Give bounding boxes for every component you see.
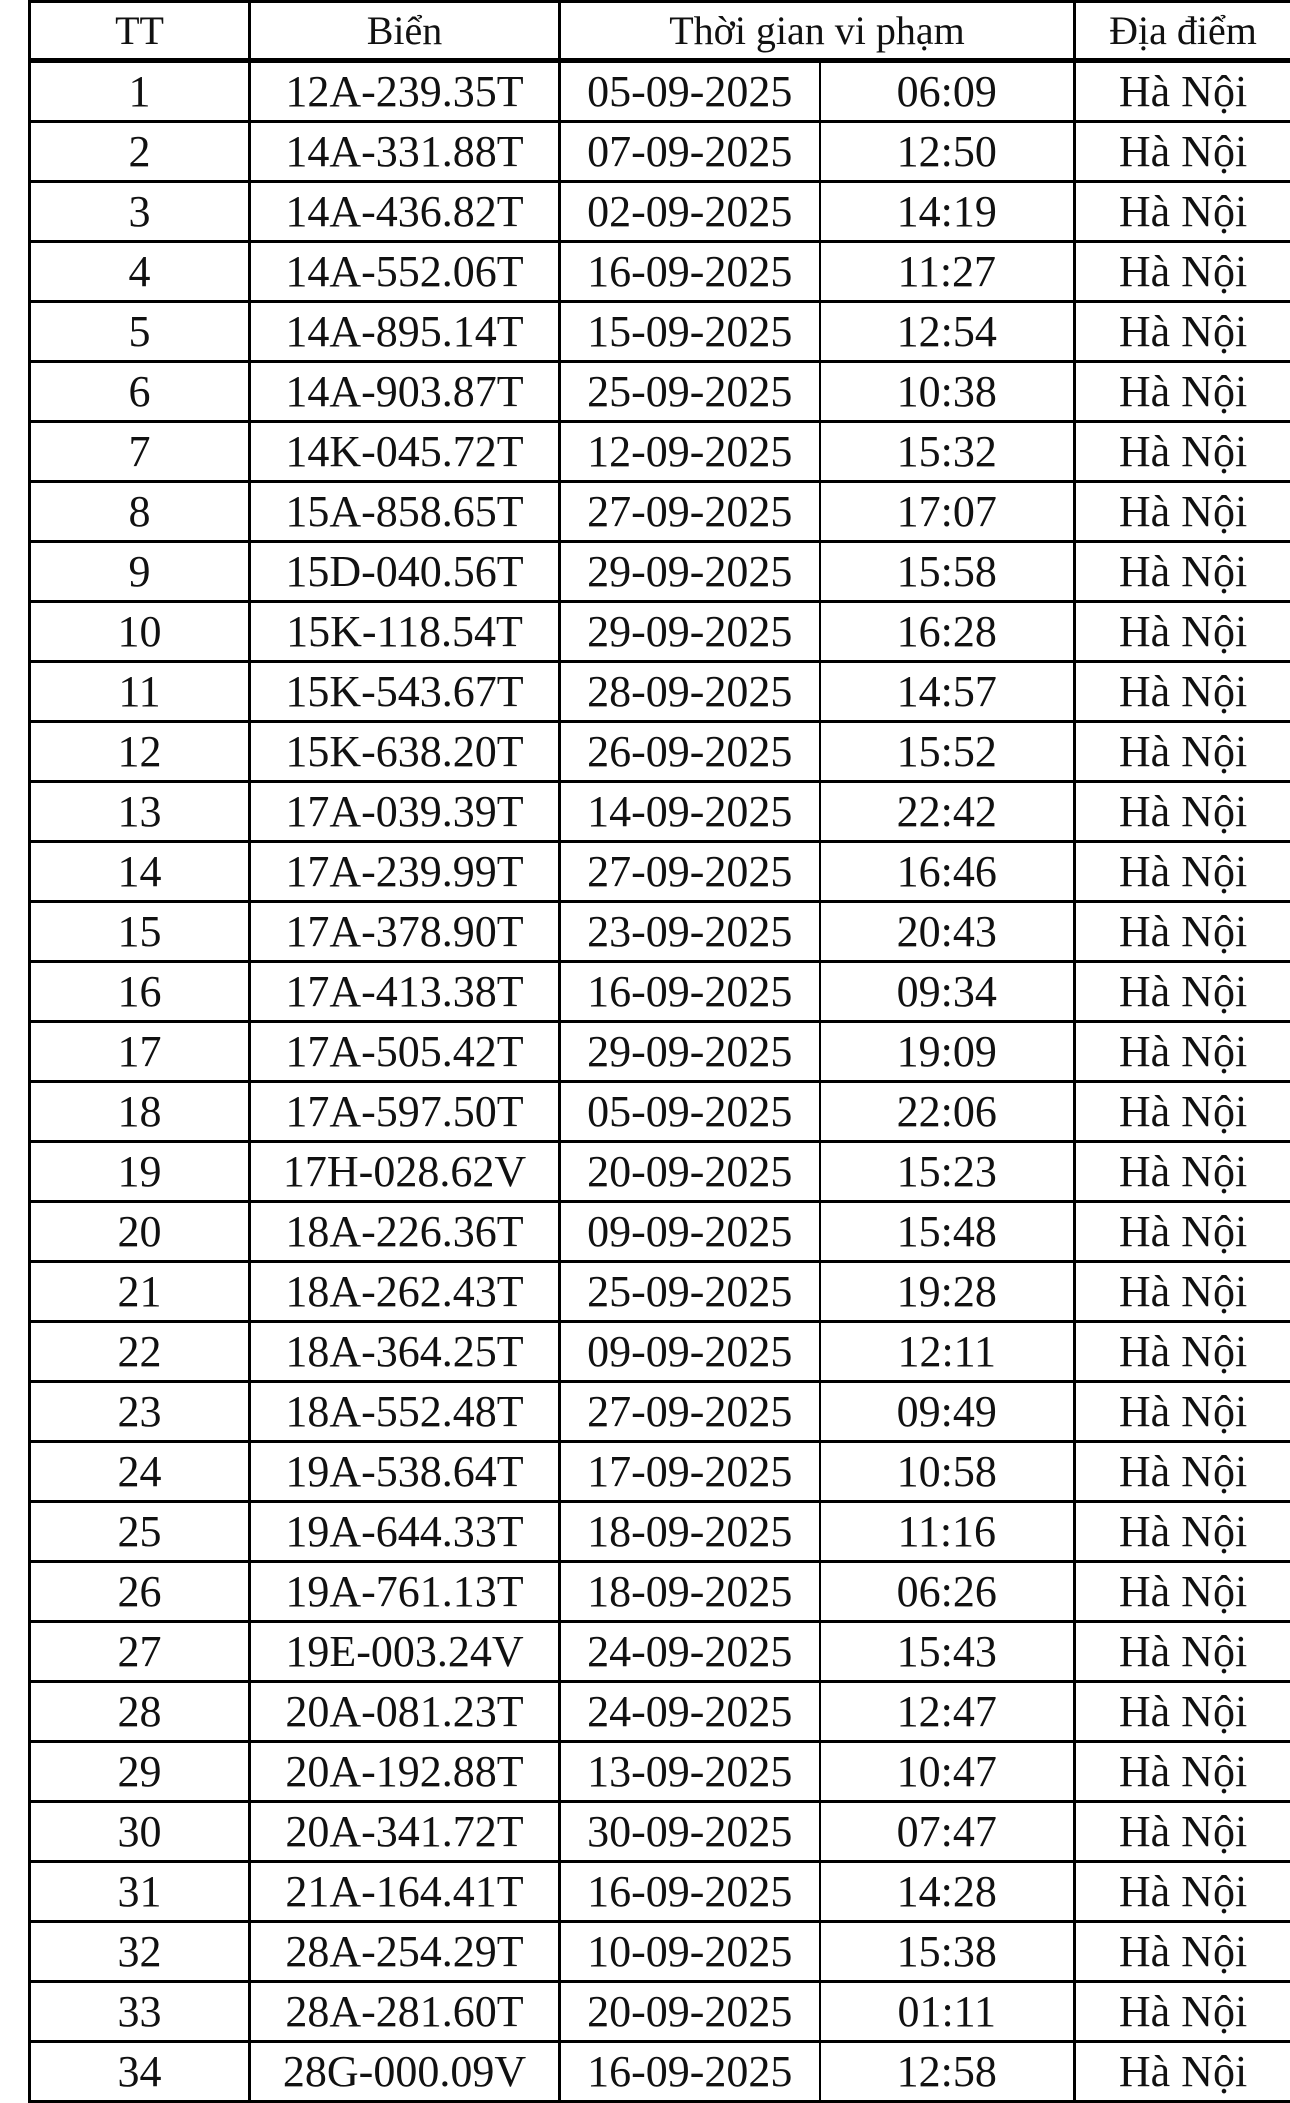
cell-tt: 15	[30, 902, 250, 962]
cell-location: Hà Nội	[1075, 1982, 1290, 2042]
cell-tt: 11	[30, 662, 250, 722]
cell-plate: 17A-039.39T	[250, 782, 560, 842]
table-row	[30, 722, 1290, 782]
cell-tt: 1	[30, 61, 250, 122]
cell-plate: 19A-644.33T	[250, 1502, 560, 1562]
violation-table	[28, 0, 1290, 2103]
header-plate: Biển	[250, 2, 560, 61]
cell-date: 15-09-2025	[560, 302, 820, 362]
cell-time: 12:50	[820, 122, 1075, 182]
table-row	[30, 962, 1290, 1022]
cell-date: 27-09-2025	[560, 842, 820, 902]
cell-date: 16-09-2025	[560, 1862, 820, 1922]
cell-time: 15:23	[820, 1142, 1075, 1202]
table-row	[30, 1922, 1290, 1982]
cell-time: 07:47	[820, 1802, 1075, 1862]
cell-location: Hà Nội	[1075, 1502, 1290, 1562]
cell-date: 09-09-2025	[560, 1322, 820, 1382]
table-row	[30, 362, 1290, 422]
cell-time: 06:26	[820, 1562, 1075, 1622]
cell-date: 17-09-2025	[560, 1442, 820, 1502]
cell-date: 18-09-2025	[560, 1502, 820, 1562]
cell-plate: 19A-761.13T	[250, 1562, 560, 1622]
cell-tt: 32	[30, 1922, 250, 1982]
cell-time: 01:11	[820, 1982, 1075, 2042]
cell-location: Hà Nội	[1075, 1622, 1290, 1682]
cell-date: 13-09-2025	[560, 1742, 820, 1802]
cell-location: Hà Nội	[1075, 182, 1290, 242]
cell-location: Hà Nội	[1075, 542, 1290, 602]
cell-date: 29-09-2025	[560, 542, 820, 602]
cell-date: 28-09-2025	[560, 662, 820, 722]
table-row	[30, 182, 1290, 242]
table-row	[30, 902, 1290, 962]
cell-plate: 17A-597.50T	[250, 1082, 560, 1142]
cell-tt: 14	[30, 842, 250, 902]
cell-time: 12:47	[820, 1682, 1075, 1742]
cell-date: 02-09-2025	[560, 182, 820, 242]
cell-date: 18-09-2025	[560, 1562, 820, 1622]
cell-date: 20-09-2025	[560, 1982, 820, 2042]
cell-location: Hà Nội	[1075, 602, 1290, 662]
table-row	[30, 1562, 1290, 1622]
table-row	[30, 1262, 1290, 1322]
cell-plate: 14K-045.72T	[250, 422, 560, 482]
cell-plate: 14A-895.14T	[250, 302, 560, 362]
cell-location: Hà Nội	[1075, 1382, 1290, 1442]
cell-location: Hà Nội	[1075, 61, 1290, 122]
cell-tt: 22	[30, 1322, 250, 1382]
cell-plate: 15D-040.56T	[250, 542, 560, 602]
table-row	[30, 1022, 1290, 1082]
cell-location: Hà Nội	[1075, 2042, 1290, 2102]
table-row	[30, 1442, 1290, 1502]
table-row	[30, 602, 1290, 662]
cell-tt: 4	[30, 242, 250, 302]
cell-date: 24-09-2025	[560, 1682, 820, 1742]
cell-time: 16:46	[820, 842, 1075, 902]
cell-plate: 15K-118.54T	[250, 602, 560, 662]
cell-time: 15:48	[820, 1202, 1075, 1262]
table-row	[30, 482, 1290, 542]
cell-tt: 17	[30, 1022, 250, 1082]
cell-tt: 30	[30, 1802, 250, 1862]
cell-plate: 15A-858.65T	[250, 482, 560, 542]
cell-plate: 18A-226.36T	[250, 1202, 560, 1262]
cell-date: 25-09-2025	[560, 362, 820, 422]
cell-time: 10:38	[820, 362, 1075, 422]
cell-time: 14:28	[820, 1862, 1075, 1922]
cell-plate: 20A-081.23T	[250, 1682, 560, 1742]
cell-date: 12-09-2025	[560, 422, 820, 482]
table-row	[30, 1862, 1290, 1922]
cell-time: 22:06	[820, 1082, 1075, 1142]
cell-time: 14:57	[820, 662, 1075, 722]
cell-plate: 14A-903.87T	[250, 362, 560, 422]
cell-date: 20-09-2025	[560, 1142, 820, 1202]
cell-tt: 12	[30, 722, 250, 782]
cell-tt: 31	[30, 1862, 250, 1922]
header-tt: TT	[30, 2, 250, 61]
cell-date: 29-09-2025	[560, 602, 820, 662]
cell-tt: 29	[30, 1742, 250, 1802]
table-row	[30, 1502, 1290, 1562]
cell-plate: 14A-436.82T	[250, 182, 560, 242]
cell-date: 25-09-2025	[560, 1262, 820, 1322]
cell-date: 05-09-2025	[560, 1082, 820, 1142]
cell-time: 15:38	[820, 1922, 1075, 1982]
cell-tt: 23	[30, 1382, 250, 1442]
table-row	[30, 542, 1290, 602]
table-row	[30, 422, 1290, 482]
cell-plate: 20A-192.88T	[250, 1742, 560, 1802]
cell-location: Hà Nội	[1075, 422, 1290, 482]
cell-location: Hà Nội	[1075, 1022, 1290, 1082]
cell-tt: 13	[30, 782, 250, 842]
table-row	[30, 122, 1290, 182]
cell-plate: 14A-331.88T	[250, 122, 560, 182]
cell-time: 15:58	[820, 542, 1075, 602]
table-row	[30, 662, 1290, 722]
header-violation-time: Thời gian vi phạm	[560, 2, 1075, 61]
cell-location: Hà Nội	[1075, 242, 1290, 302]
violation-table-container	[28, 0, 1290, 2103]
table-row	[30, 1802, 1290, 1862]
cell-time: 12:11	[820, 1322, 1075, 1382]
cell-date: 10-09-2025	[560, 1922, 820, 1982]
table-row	[30, 1622, 1290, 1682]
cell-date: 29-09-2025	[560, 1022, 820, 1082]
cell-tt: 28	[30, 1682, 250, 1742]
cell-location: Hà Nội	[1075, 842, 1290, 902]
cell-plate: 28G-000.09V	[250, 2042, 560, 2102]
cell-tt: 24	[30, 1442, 250, 1502]
cell-time: 15:43	[820, 1622, 1075, 1682]
cell-location: Hà Nội	[1075, 1202, 1290, 1262]
cell-location: Hà Nội	[1075, 302, 1290, 362]
cell-location: Hà Nội	[1075, 962, 1290, 1022]
cell-plate: 19A-538.64T	[250, 1442, 560, 1502]
cell-date: 05-09-2025	[560, 61, 820, 122]
cell-date: 27-09-2025	[560, 482, 820, 542]
table-row	[30, 1142, 1290, 1202]
cell-tt: 8	[30, 482, 250, 542]
cell-date: 16-09-2025	[560, 2042, 820, 2102]
cell-plate: 20A-341.72T	[250, 1802, 560, 1862]
cell-tt: 16	[30, 962, 250, 1022]
cell-time: 11:16	[820, 1502, 1075, 1562]
cell-time: 11:27	[820, 242, 1075, 302]
table-row	[30, 2042, 1290, 2102]
cell-plate: 17A-378.90T	[250, 902, 560, 962]
cell-tt: 9	[30, 542, 250, 602]
table-row	[30, 1202, 1290, 1262]
header-row	[30, 2, 1290, 61]
cell-plate: 19E-003.24V	[250, 1622, 560, 1682]
table-row	[30, 782, 1290, 842]
cell-time: 09:49	[820, 1382, 1075, 1442]
cell-plate: 14A-552.06T	[250, 242, 560, 302]
table-row	[30, 842, 1290, 902]
cell-plate: 17A-413.38T	[250, 962, 560, 1022]
cell-date: 26-09-2025	[560, 722, 820, 782]
cell-location: Hà Nội	[1075, 1142, 1290, 1202]
cell-tt: 6	[30, 362, 250, 422]
cell-tt: 26	[30, 1562, 250, 1622]
cell-plate: 17A-239.99T	[250, 842, 560, 902]
cell-location: Hà Nội	[1075, 782, 1290, 842]
table-row	[30, 61, 1290, 122]
cell-plate: 15K-543.67T	[250, 662, 560, 722]
cell-time: 12:58	[820, 2042, 1075, 2102]
cell-plate: 18A-262.43T	[250, 1262, 560, 1322]
table-row	[30, 1082, 1290, 1142]
cell-time: 15:52	[820, 722, 1075, 782]
cell-location: Hà Nội	[1075, 122, 1290, 182]
cell-tt: 10	[30, 602, 250, 662]
cell-time: 20:43	[820, 902, 1075, 962]
cell-plate: 12A-239.35T	[250, 61, 560, 122]
cell-plate: 18A-364.25T	[250, 1322, 560, 1382]
cell-time: 14:19	[820, 182, 1075, 242]
cell-time: 12:54	[820, 302, 1075, 362]
cell-tt: 2	[30, 122, 250, 182]
cell-location: Hà Nội	[1075, 722, 1290, 782]
cell-location: Hà Nội	[1075, 662, 1290, 722]
cell-time: 15:32	[820, 422, 1075, 482]
cell-location: Hà Nội	[1075, 1562, 1290, 1622]
cell-plate: 15K-638.20T	[250, 722, 560, 782]
table-row	[30, 1322, 1290, 1382]
cell-tt: 19	[30, 1142, 250, 1202]
table-body	[30, 61, 1290, 2102]
header-location: Địa điểm	[1075, 2, 1290, 61]
cell-time: 19:09	[820, 1022, 1075, 1082]
cell-date: 09-09-2025	[560, 1202, 820, 1262]
cell-date: 30-09-2025	[560, 1802, 820, 1862]
cell-location: Hà Nội	[1075, 1322, 1290, 1382]
cell-date: 16-09-2025	[560, 242, 820, 302]
cell-location: Hà Nội	[1075, 1802, 1290, 1862]
cell-tt: 21	[30, 1262, 250, 1322]
cell-location: Hà Nội	[1075, 1682, 1290, 1742]
cell-tt: 27	[30, 1622, 250, 1682]
cell-tt: 3	[30, 182, 250, 242]
cell-date: 23-09-2025	[560, 902, 820, 962]
cell-tt: 25	[30, 1502, 250, 1562]
table-row	[30, 302, 1290, 362]
cell-plate: 28A-254.29T	[250, 1922, 560, 1982]
cell-tt: 7	[30, 422, 250, 482]
cell-location: Hà Nội	[1075, 1262, 1290, 1322]
table-row	[30, 1682, 1290, 1742]
cell-time: 19:28	[820, 1262, 1075, 1322]
table-row	[30, 1982, 1290, 2042]
table-row	[30, 1382, 1290, 1442]
cell-tt: 18	[30, 1082, 250, 1142]
cell-date: 14-09-2025	[560, 782, 820, 842]
cell-location: Hà Nội	[1075, 1922, 1290, 1982]
cell-time: 09:34	[820, 962, 1075, 1022]
cell-time: 10:58	[820, 1442, 1075, 1502]
cell-date: 07-09-2025	[560, 122, 820, 182]
cell-plate: 21A-164.41T	[250, 1862, 560, 1922]
table-row	[30, 242, 1290, 302]
cell-plate: 18A-552.48T	[250, 1382, 560, 1442]
cell-tt: 5	[30, 302, 250, 362]
cell-time: 10:47	[820, 1742, 1075, 1802]
cell-date: 16-09-2025	[560, 962, 820, 1022]
cell-location: Hà Nội	[1075, 1082, 1290, 1142]
cell-location: Hà Nội	[1075, 1862, 1290, 1922]
cell-tt: 33	[30, 1982, 250, 2042]
cell-tt: 34	[30, 2042, 250, 2102]
cell-tt: 20	[30, 1202, 250, 1262]
cell-time: 16:28	[820, 602, 1075, 662]
cell-location: Hà Nội	[1075, 362, 1290, 422]
cell-plate: 28A-281.60T	[250, 1982, 560, 2042]
cell-location: Hà Nội	[1075, 1742, 1290, 1802]
cell-location: Hà Nội	[1075, 1442, 1290, 1502]
cell-time: 17:07	[820, 482, 1075, 542]
cell-date: 27-09-2025	[560, 1382, 820, 1442]
cell-plate: 17A-505.42T	[250, 1022, 560, 1082]
table-row	[30, 1742, 1290, 1802]
cell-time: 22:42	[820, 782, 1075, 842]
cell-location: Hà Nội	[1075, 482, 1290, 542]
cell-date: 24-09-2025	[560, 1622, 820, 1682]
table-header	[30, 2, 1290, 61]
cell-plate: 17H-028.62V	[250, 1142, 560, 1202]
cell-location: Hà Nội	[1075, 902, 1290, 962]
cell-time: 06:09	[820, 61, 1075, 122]
